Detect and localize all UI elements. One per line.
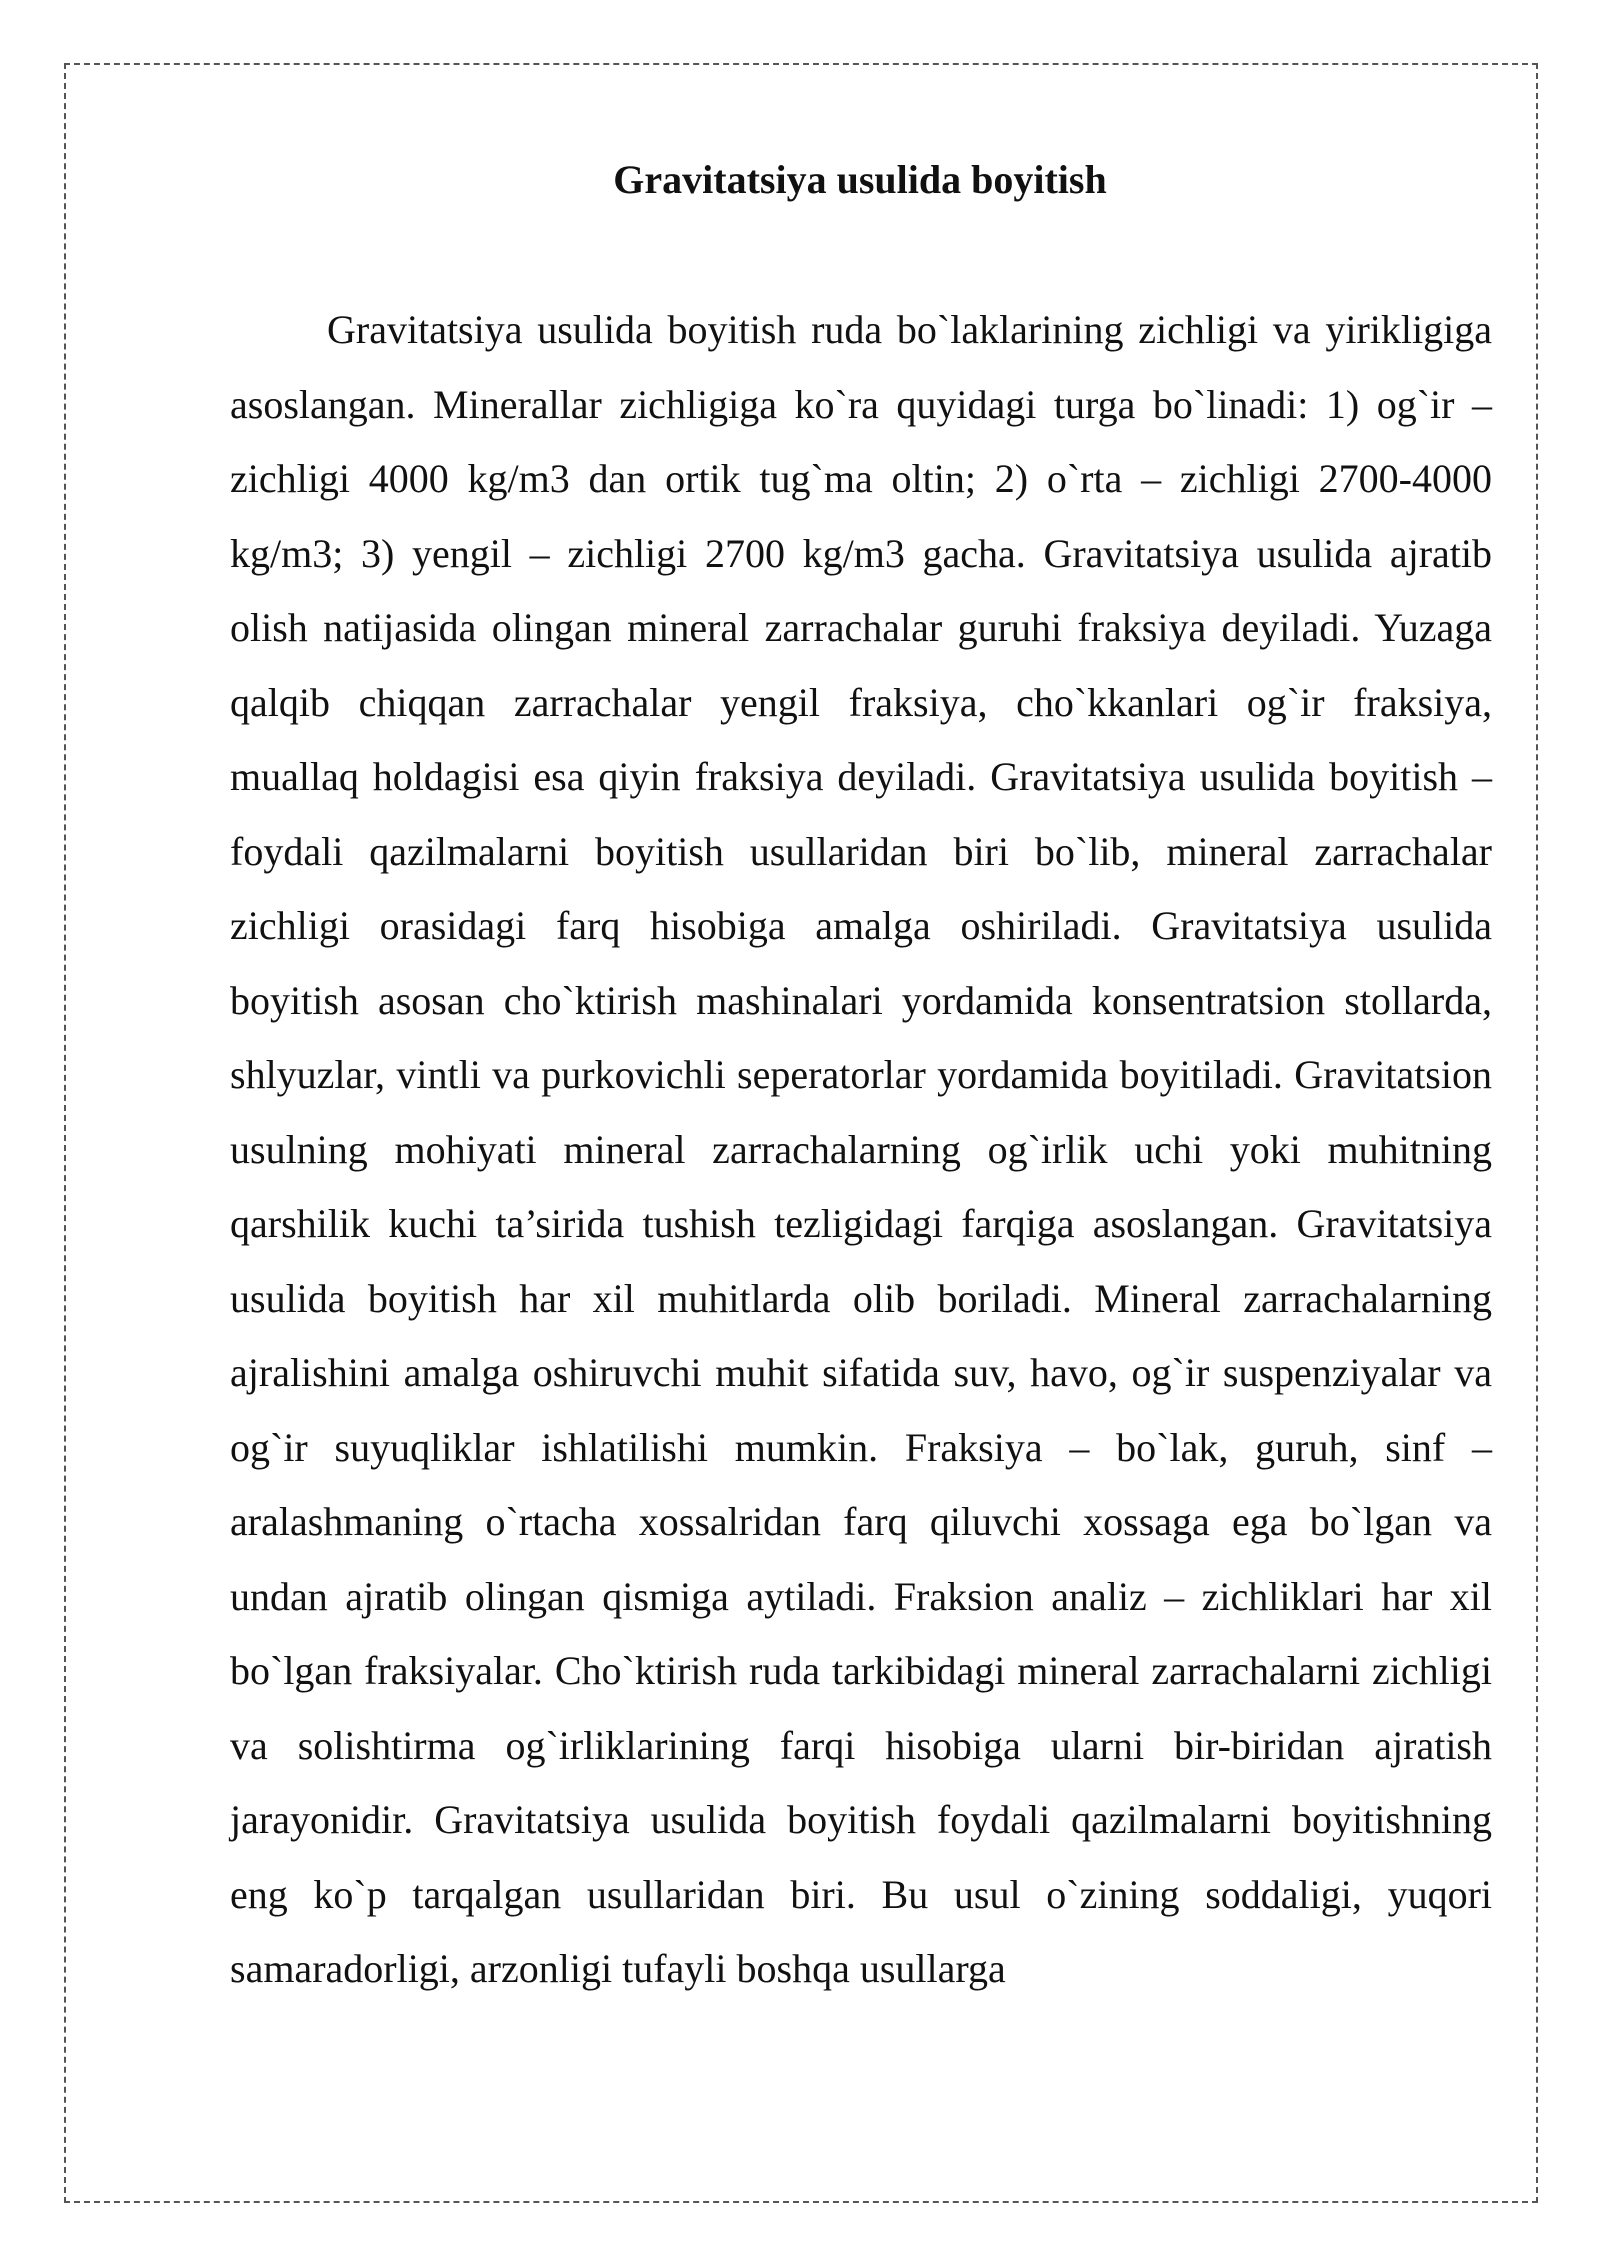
document-body-paragraph: Gravitatsiya usulida boyitish ruda bo`laklarining zichligi va yirikligiga asoslangan. Minerallar zichligiga ko`ra quyidagi turga bo`linadi: 1) og`ir – zichligi 4000 kg/m3 dan ortik tug`ma oltin; 2) o`rta – zichligi 2700-4000 kg/m3; 3) yengil – zichligi 2700 kg/m3 gacha. Gravitatsiya usulida ajratib olish natijasida olingan mineral zarrachalar guruhi fraksiya deyiladi. Yuzaga qalqib chiqqan zarrachalar yengil fraksiya, cho`kkanlari og`ir fraksiya, muallaq holdagisi esa qiyin fraksiya deyiladi. Gravitatsiya usulida boyitish – foydali qazilmalarni boyitish usullaridan biri bo`lib, mineral zarrachalar zichligi orasidagi farq hisobiga amalga oshiriladi. Gravitatsiya usulida boyitish asosan cho`ktirish mashinalari yordamida konsentratsion stollarda, shlyuzlar, vintli va purkovichli seperatorlar yordamida boyitiladi. Gravitatsion usulning mohiyati mineral zarrachalarning og`irlik uchi yoki muhitning qarshilik kuchi ta’sirida tushish tezligidagi farqiga asoslangan. Gravitatsiya usulida boyitish har xil muhitlarda olib boriladi. Mineral zarrachalarning ajralishini amalga oshiruvchi muhit sifatida suv, havo, og`ir suspenziyalar va og`ir suyuqliklar ishlatilishi mumkin. Fraksiya – bo`lak, guruh, sinf – aralashmaning o`rtacha xossalridan farq qiluvchi xossaga ega bo`lgan va undan ajratib olingan qismiga aytiladi. Fraksion analiz – zichliklari har xil bo`lgan fraksiyalar. Cho`ktirish ruda tarkibidagi mineral zarrachalarni zichligi va solishtirma og`irliklarining farqi hisobiga ularni bir-biridan ajratish jarayonidir. Gravitatsiya usulida boyitish foydali qazilmalarni boyitishning eng ko`p tarqalgan usullaridan biri. Bu usul o`zining soddaligi, yuqori samaradorligi, arzonligi tufayli boshqa usullarga bbox=[230, 307, 1492, 1991]
document-title: Gravitatsiya usulida boyitish bbox=[613, 157, 1107, 202]
